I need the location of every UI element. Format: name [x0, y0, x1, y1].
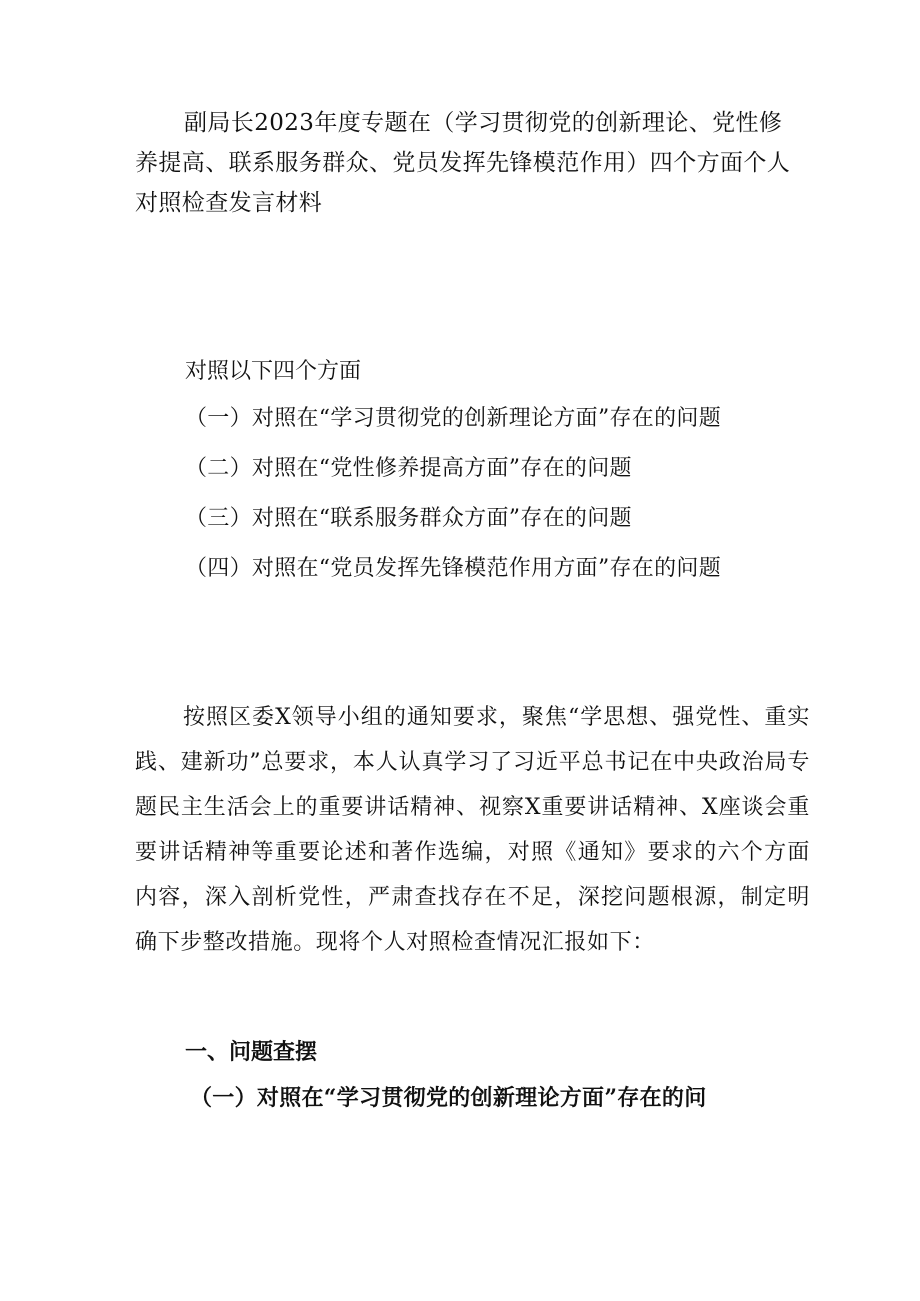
aspect-item: （一）对照在“学习贯彻党的创新理论方面”存在的问题: [185, 406, 721, 431]
aspects-heading: 对照以下四个方面: [185, 359, 362, 384]
aspect-item: （二）对照在“党性修养提高方面”存在的问题: [185, 456, 632, 481]
subsection-heading: （一）对照在“学习贯彻党的创新理论方面”存在的问: [190, 1085, 707, 1111]
document-title: 副局长2023年度专题在（学习贯彻党的创新理论、党性修养提高、联系服务群众、党员发挥先锋模范作用）四个方面个人对照检查发言材料: [135, 110, 791, 216]
aspect-list: [185, 404, 825, 604]
aspect-item: （三）对照在“联系服务群众方面”存在的问题: [185, 506, 632, 531]
section-heading: 一、问题查摆: [185, 1039, 318, 1065]
body-paragraph: 按照区委X领导小组的通知要求，聚焦“学思想、强党性、重实践、建新功”总要求，本人认真学习了习近平总书记在中央政治局专题民主生活会上的重要讲话精神、视察X重要讲话精神、X座谈会重要讲话精神等重要论述和著作选编，对照《通知》要求的六个方面内容，深入剖析党性，严肃查找存在不足，深挖问题根源，制定明确下步整改措施。现将个人对照检查情况汇报如下：: [135, 705, 810, 955]
aspect-item: （四）对照在“党员发挥先锋模范作用方面”存在的问题: [185, 556, 721, 581]
